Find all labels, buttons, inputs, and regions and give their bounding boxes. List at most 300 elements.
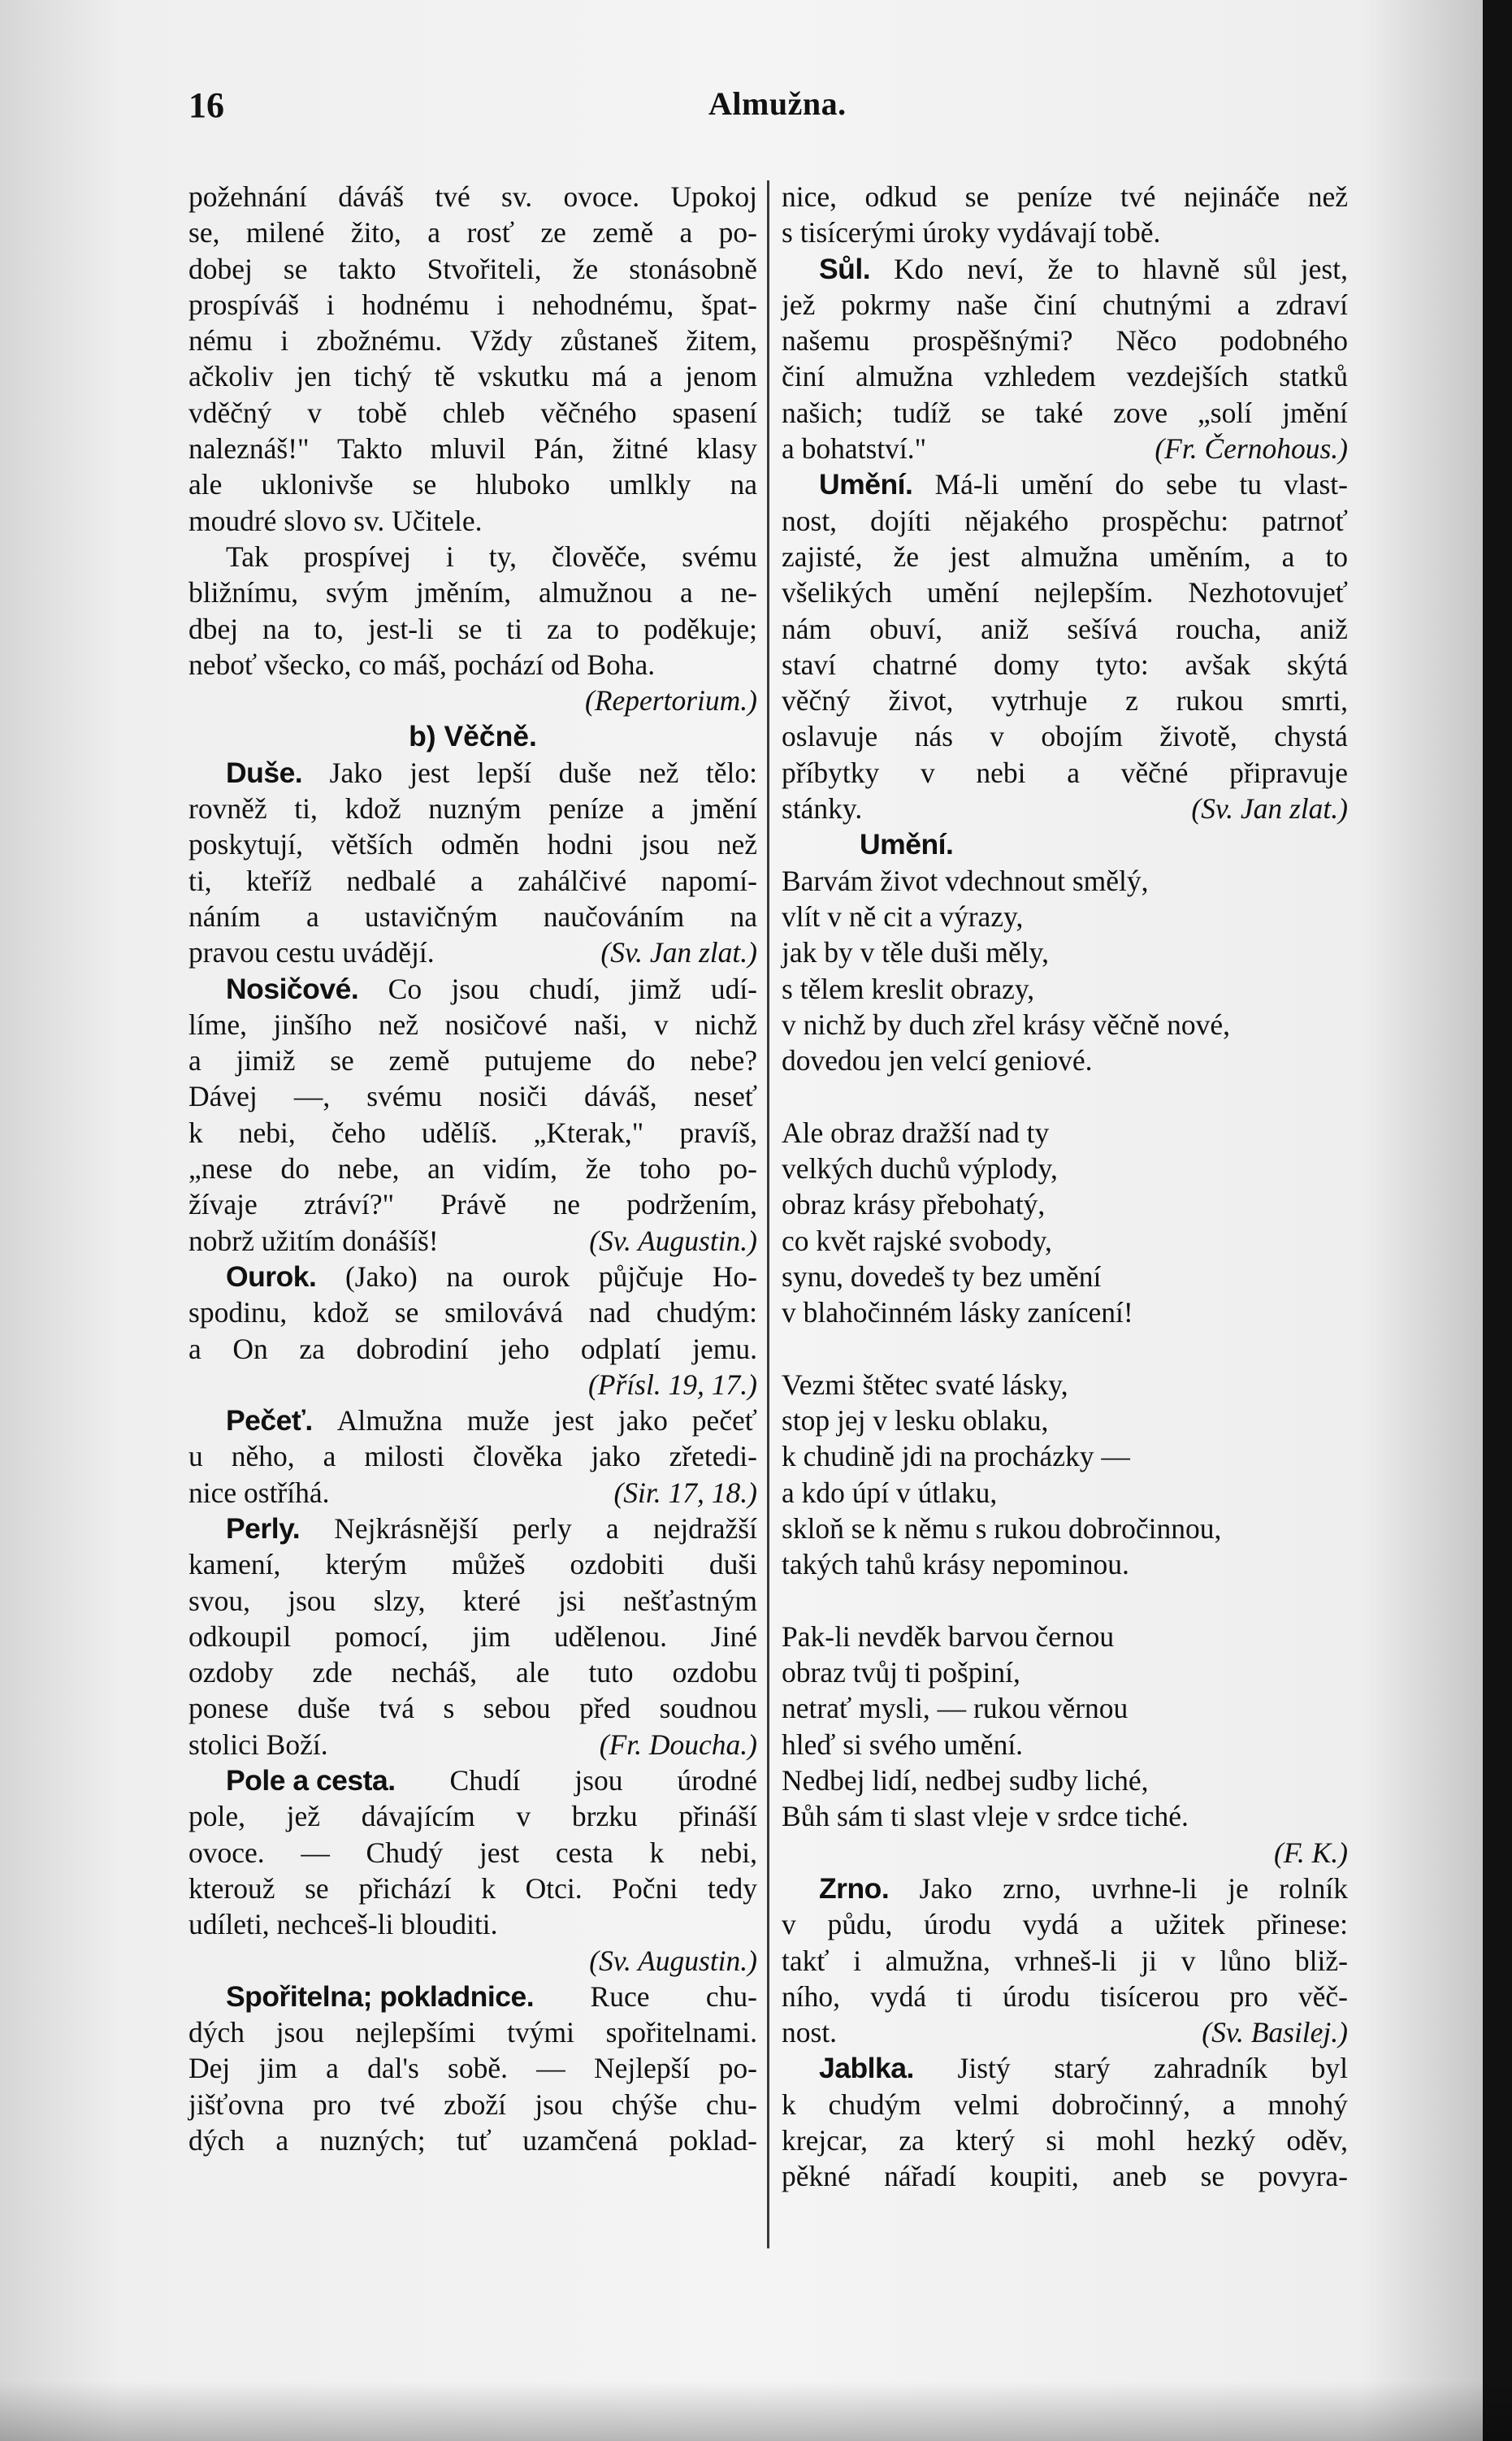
word: umění — [1020, 468, 1094, 501]
text-line — [188, 215, 757, 250]
word: naši, — [574, 1008, 628, 1041]
word: sebou — [483, 1692, 551, 1725]
poem-line — [782, 1223, 1348, 1259]
word: ale — [516, 1656, 550, 1689]
word: po- — [718, 2052, 757, 2085]
word: jsou — [535, 2088, 583, 2121]
word: přináší — [678, 1800, 757, 1833]
word: nejlepším. — [1033, 576, 1154, 609]
word: dobej — [188, 252, 253, 285]
word: zove — [1113, 396, 1168, 429]
keyword: Ourok. — [226, 1260, 317, 1293]
word: něho, — [231, 1440, 295, 1473]
word: aneb — [1112, 2160, 1168, 2193]
poem-line — [782, 1727, 1348, 1762]
line-text: a bohatství." — [782, 432, 927, 466]
word: nosičové — [444, 1008, 548, 1041]
text-line — [188, 1259, 757, 1294]
word: se, — [188, 216, 220, 249]
poem-line — [782, 1798, 1348, 1834]
word: ustavičným — [364, 900, 498, 933]
word: je — [1228, 1871, 1249, 1905]
word: Nejlepší — [594, 2052, 691, 2085]
word: prospěchu: — [1102, 504, 1229, 537]
word: v — [782, 1908, 796, 1941]
poem-line — [782, 1403, 1348, 1438]
word: zrno, — [1003, 1871, 1062, 1905]
word: an — [427, 1152, 455, 1186]
word: hlavně — [1142, 252, 1220, 285]
word: svou, — [188, 1584, 250, 1617]
text-line — [188, 899, 757, 934]
word: poklad- — [669, 2124, 757, 2157]
word: uvrhne-li — [1091, 1871, 1198, 1905]
line-text: k chudině jdi na procházky — — [782, 1440, 1130, 1473]
word: ti — [956, 1979, 973, 2013]
word: jmění — [691, 792, 757, 826]
word: nebi, — [238, 1116, 296, 1149]
word: se — [412, 468, 437, 501]
word: byl — [1311, 2052, 1348, 2085]
line-text: pravou cestu uvádějí. — [188, 936, 435, 969]
word: patrnoť — [1262, 504, 1348, 537]
word: Jistý — [957, 2052, 1011, 2085]
word: zde — [312, 1656, 353, 1689]
word: sv. — [501, 180, 533, 213]
word: dobročinný, — [1051, 2088, 1190, 2121]
word: rolník — [1279, 1871, 1348, 1905]
word: poskytují, — [188, 828, 304, 861]
word: duše — [558, 756, 612, 789]
word: jim — [258, 2052, 297, 2085]
word: dáváš — [338, 180, 405, 213]
word: bližnímu, — [188, 576, 299, 609]
word: s — [443, 1692, 455, 1725]
keyword: Duše. — [226, 756, 303, 789]
word: nad — [588, 1296, 631, 1329]
text-line — [188, 1367, 757, 1403]
word: svým — [325, 576, 388, 609]
text-line — [782, 539, 1348, 574]
poem-line — [782, 1654, 1348, 1690]
word: duše — [297, 1692, 351, 1725]
word: pravíš, — [679, 1116, 757, 1149]
text-line — [188, 1186, 757, 1222]
word: jsou — [275, 2016, 324, 2049]
word: odkud — [864, 180, 938, 213]
text-line — [188, 1871, 757, 1906]
word: a — [605, 1511, 619, 1545]
word: u — [188, 1440, 203, 1473]
word: životě, — [1159, 720, 1237, 753]
word: odplatí — [580, 1332, 661, 1365]
word: jimiž — [236, 1044, 296, 1077]
word: smilovává — [444, 1296, 564, 1329]
citation: (Sv. Jan zlat.) — [1191, 792, 1348, 826]
text-line — [188, 1690, 757, 1726]
text-line — [188, 755, 757, 791]
word: se — [1200, 2160, 1225, 2193]
word: udí- — [710, 972, 757, 1005]
word: Dávej — [188, 1080, 258, 1113]
word: než — [1307, 180, 1348, 213]
word: umění — [926, 576, 999, 609]
word: má — [591, 360, 627, 393]
text-line — [188, 323, 757, 358]
word: chutnými — [1102, 288, 1212, 321]
line-text: Nedbej lidí, nedbej sudby liché, — [782, 1764, 1149, 1797]
word: avšak — [1185, 648, 1251, 681]
stanza-break — [782, 1078, 1348, 1114]
text-line — [188, 358, 757, 394]
word: ozdobu — [672, 1656, 757, 1689]
word: v — [653, 1008, 669, 1041]
column-divider — [767, 180, 769, 2248]
word: věčného — [540, 396, 637, 429]
word: to, — [314, 612, 344, 645]
word: ti, — [188, 864, 212, 897]
word: nebe? — [690, 1044, 757, 1077]
word: jsou — [574, 1764, 623, 1797]
word: mohl — [1096, 2124, 1156, 2157]
line-text: stolici Boží. — [188, 1728, 328, 1761]
word: ale — [188, 468, 223, 501]
word: neví, — [967, 252, 1025, 285]
text-line — [188, 1546, 757, 1582]
text-line — [188, 1835, 757, 1871]
word: dých — [188, 2124, 245, 2157]
poem-line — [782, 1007, 1348, 1043]
word: a — [679, 576, 693, 609]
keyword: Jablka. — [819, 2052, 914, 2085]
word: i — [326, 288, 335, 321]
word: do — [1115, 468, 1144, 501]
text-line — [188, 934, 757, 970]
word: a — [1110, 1908, 1124, 1941]
line-text: (Repertorium.) — [585, 684, 757, 718]
word: žito, — [350, 216, 401, 249]
poem-line — [782, 1546, 1348, 1582]
text-line — [188, 1223, 757, 1259]
word: Dej — [188, 2052, 231, 2085]
word: hezký — [1186, 2124, 1256, 2157]
word: necháš, — [391, 1656, 478, 1689]
word: koupiti, — [990, 2160, 1079, 2193]
word: ovoce. — [563, 180, 640, 213]
word: na — [262, 612, 290, 645]
word: lůno — [1220, 1944, 1272, 1977]
word: nejináče — [1183, 180, 1280, 213]
text-line — [188, 574, 757, 610]
word: slzy, — [373, 1584, 426, 1617]
word: odměn — [440, 828, 520, 861]
word: tě — [434, 360, 456, 393]
text-line — [188, 826, 757, 862]
word: k — [188, 1116, 203, 1149]
scan-edge-shadow — [1483, 0, 1512, 2441]
word: velmi — [953, 2088, 1020, 2121]
word: vskutku — [477, 360, 570, 393]
word: hluboko — [475, 468, 570, 501]
text-line — [188, 1043, 757, 1078]
word: jež — [782, 288, 816, 321]
word: z — [1125, 684, 1138, 718]
word: rukou — [1176, 684, 1244, 718]
word: chudým — [828, 2088, 921, 2121]
word: almužnou — [539, 576, 653, 609]
word: se — [330, 1044, 354, 1077]
word: nichž — [695, 1008, 757, 1041]
text-line — [782, 251, 1348, 287]
word: chatrné — [872, 648, 958, 681]
word: bliž- — [1294, 1944, 1348, 1977]
keyword: Sůl. — [819, 252, 871, 285]
text-line — [782, 179, 1348, 215]
word: neseť — [693, 1080, 757, 1113]
word: lepší — [477, 756, 532, 789]
word: i — [853, 1944, 862, 1977]
word: prospívej — [303, 540, 411, 573]
text-line — [188, 395, 757, 431]
text-line — [188, 2122, 757, 2158]
word: Chudí — [449, 1764, 521, 1797]
line-text: s tělem kreslit obrazy, — [782, 972, 1035, 1005]
word: hodnému — [362, 288, 470, 321]
line-text: co květ rajské svobody, — [782, 1224, 1052, 1257]
word: větších — [331, 828, 414, 861]
text-line — [188, 611, 757, 647]
word: zahradník — [1153, 2052, 1267, 2085]
word: v — [920, 756, 935, 789]
word: do — [626, 1044, 656, 1077]
word: úrodu — [1003, 1979, 1070, 2013]
word: ji — [1141, 1944, 1158, 1977]
word: přichází — [358, 1871, 452, 1905]
text-line — [188, 431, 757, 466]
word: Stvořiteli, — [427, 252, 542, 285]
poem-line — [782, 971, 1348, 1007]
text-line — [782, 574, 1348, 610]
poem-line — [782, 1511, 1348, 1546]
word: tu — [1239, 468, 1262, 501]
word: to — [596, 612, 620, 645]
word: a — [470, 864, 483, 897]
word: a — [1237, 288, 1250, 321]
word: věčné — [1120, 756, 1189, 789]
text-line — [782, 791, 1348, 826]
word: toho — [639, 1152, 691, 1186]
word: na — [730, 468, 757, 501]
word: pomocí, — [334, 1619, 429, 1653]
word: obuví, — [869, 612, 942, 645]
poem-line — [782, 1259, 1348, 1294]
word: chýše — [611, 2088, 678, 2121]
word: svému — [682, 540, 757, 573]
word: vlast- — [1284, 468, 1348, 501]
word: tisícerou — [1100, 1979, 1200, 2013]
word: almužna — [1020, 540, 1119, 573]
word: rovněž — [188, 792, 267, 826]
word: a — [649, 360, 663, 393]
word: kdož — [313, 1296, 370, 1329]
text-line — [782, 395, 1348, 431]
word: vezdejších — [1126, 360, 1249, 393]
word: zdraví — [1276, 288, 1348, 321]
word: „Kterak," — [533, 1116, 644, 1149]
poem-line — [782, 1438, 1348, 1474]
word: aniž — [981, 612, 1029, 645]
word: ozdoby — [188, 1656, 274, 1689]
word: chu- — [705, 2088, 757, 2121]
word: spodinu, — [188, 1296, 288, 1329]
word: jimž — [630, 972, 682, 1005]
word: almužna — [855, 360, 954, 393]
word: že — [893, 540, 920, 573]
text-line — [188, 1438, 757, 1474]
text-line — [188, 2050, 757, 2086]
word: připravuje — [1229, 756, 1348, 789]
word: i — [280, 324, 289, 358]
word: v — [990, 720, 1005, 753]
word: Ruce — [590, 1979, 650, 2013]
word: Právě — [440, 1188, 507, 1221]
poem-line — [782, 1151, 1348, 1186]
poem-line — [782, 1690, 1348, 1726]
text-line — [782, 2158, 1348, 2194]
word: člověče, — [551, 540, 648, 573]
line-text: nobrž užitím donášíš! — [188, 1224, 439, 1257]
text-line — [188, 503, 757, 539]
stanza-break — [782, 1583, 1348, 1619]
text-line — [782, 431, 1348, 466]
word: po- — [718, 216, 757, 249]
word: roucha, — [1176, 612, 1262, 645]
word: dáváš, — [583, 1080, 657, 1113]
word: půjčuje — [598, 1260, 684, 1293]
word: jsi — [558, 1584, 586, 1617]
right-column — [782, 179, 1348, 2195]
word: nosiči — [479, 1080, 548, 1113]
word: krejcar, — [782, 2124, 868, 2157]
word: jako — [591, 1440, 641, 1473]
word: nebi — [976, 756, 1026, 789]
word: činí — [782, 360, 825, 393]
text-line — [188, 1078, 757, 1114]
line-text: dovedou jen velcí geniové. — [782, 1044, 1093, 1077]
word: chystá — [1274, 720, 1348, 753]
word: jim — [472, 1619, 511, 1653]
word: pro — [1229, 1979, 1268, 2013]
text-line — [188, 1906, 757, 1942]
text-line — [782, 2050, 1348, 2086]
word: sebe — [1166, 468, 1218, 501]
text-line — [188, 179, 757, 215]
word: ovoce. — [188, 1836, 265, 1869]
word: jako — [617, 1404, 668, 1437]
text-line — [188, 539, 757, 574]
line-text: b) Věčně. — [409, 720, 537, 753]
word: rosť — [466, 216, 514, 249]
word: Jako — [919, 1871, 973, 1905]
word: jměním, — [415, 576, 512, 609]
word: se — [394, 1296, 419, 1329]
word: zajisté, — [782, 540, 863, 573]
word: tuto — [588, 1656, 634, 1689]
word: ty, — [488, 540, 517, 573]
word: Počni — [612, 1871, 678, 1905]
word: On — [232, 1332, 268, 1365]
text-line — [782, 683, 1348, 718]
page-header — [188, 85, 1350, 141]
word: zbožnému. — [316, 324, 443, 358]
poem-line — [782, 1762, 1348, 1798]
word: tvými — [507, 2016, 574, 2049]
word: povyra- — [1258, 2160, 1348, 2193]
line-text: udíleti, nechceš-li blouditi. — [188, 1908, 498, 1941]
word: všelikých — [782, 576, 893, 609]
word: soudnou — [659, 1692, 757, 1725]
word: jsou — [641, 828, 690, 861]
word: nejdražší — [652, 1511, 757, 1545]
word: za — [546, 612, 573, 645]
citation: (Fr. Černohous.) — [1155, 432, 1348, 466]
word: uměním, — [1149, 540, 1251, 573]
word: vytrhuje — [991, 684, 1088, 718]
word: tobě — [357, 396, 407, 429]
line-text: hleď si svého umění. — [782, 1728, 1024, 1761]
word: vzhledem — [983, 360, 1096, 393]
word: dých — [188, 2016, 245, 2049]
text-line — [782, 2122, 1348, 2158]
word: a — [326, 2052, 339, 2085]
line-text: skloň se k němu s rukou dobročinnou, — [782, 1511, 1222, 1545]
word: (Jako) — [344, 1260, 418, 1293]
word: činí — [1033, 288, 1077, 321]
word: jsou — [288, 1584, 336, 1617]
word: jest — [553, 1404, 594, 1437]
citation: (Fr. Doucha.) — [599, 1728, 757, 1761]
word: dal's — [367, 2052, 419, 2085]
word: tvé — [435, 180, 470, 213]
citation: (Sv. Basilej.) — [1202, 2016, 1348, 2049]
text-line — [782, 358, 1348, 394]
word: kteříž — [246, 864, 312, 897]
line-text: stánky. — [782, 792, 863, 826]
word: jen — [296, 360, 331, 393]
text-line — [188, 1403, 757, 1438]
word: udělenou. — [554, 1619, 668, 1653]
word: pole, — [188, 1800, 245, 1833]
word: vydá — [870, 1979, 927, 2013]
word: vděčný — [188, 396, 272, 429]
word: kdož — [344, 792, 401, 826]
word: a — [275, 2124, 289, 2157]
text-line — [188, 1727, 757, 1762]
word: úrodu — [924, 1908, 991, 1941]
word: cesta — [555, 1836, 613, 1869]
text-line — [782, 2014, 1348, 2050]
text-line — [782, 323, 1348, 358]
word: uzamčená — [522, 2124, 639, 2157]
text-line — [188, 1007, 757, 1043]
line-text: (F. K.) — [1273, 1836, 1348, 1869]
line-text: (Přísl. 19, 17.) — [587, 1368, 757, 1401]
word: starý — [1054, 2052, 1111, 2085]
word: špat- — [700, 288, 757, 321]
word: Nezhotovujeť — [1188, 576, 1348, 609]
word: ti, — [294, 792, 318, 826]
word: putujeme — [484, 1044, 592, 1077]
